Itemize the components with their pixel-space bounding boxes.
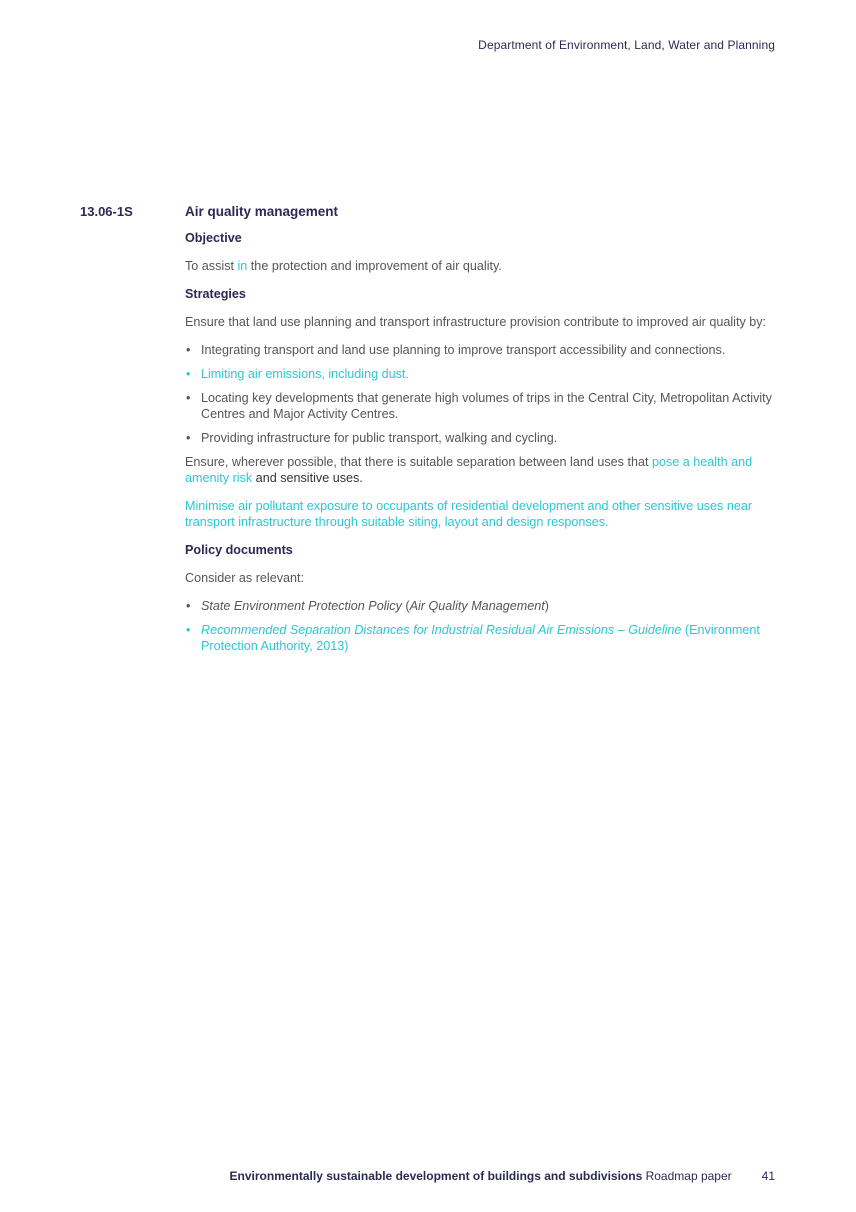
policy-doc-source: (Environment Protection Authority, 2013) <box>201 623 760 653</box>
footer-title-rest: Roadmap paper <box>642 1169 732 1183</box>
page-header <box>478 38 775 52</box>
separation-text-highlight: pose a health and amenity risk <box>185 455 753 485</box>
list-item <box>185 622 775 654</box>
list-item: • Limiting air emissions, including dust. <box>185 366 775 382</box>
strategies-heading: Strategies <box>185 287 246 301</box>
policy-doc-paren: ( <box>401 599 410 613</box>
clause-number: 13.06-1S <box>80 204 133 219</box>
footer-document-title <box>230 1169 732 1183</box>
policy-doc-title: State Environment Protection Policy <box>201 599 402 613</box>
objective-text-part: the protection and improvement of air quality. <box>247 259 502 273</box>
list-item: • Providing infrastructure for public transport, walking and cycling. <box>185 430 775 446</box>
policy-heading: Policy documents <box>185 543 293 557</box>
policy-doc-subtitle: Air Quality Management <box>409 599 545 613</box>
page-footer <box>230 1169 775 1183</box>
policy-list <box>185 598 775 654</box>
objective-text <box>185 258 775 274</box>
page-number: 41 <box>761 1169 775 1183</box>
strategies-intro: Ensure that land use planning and transport infrastructure provision contribute to improved air quality by: <box>185 315 767 329</box>
list-item: • Integrating transport and land use planning to improve transport accessibility and connections. <box>185 342 775 358</box>
footer-title-bold: Environmentally sustainable development of buildings and subdivisions <box>229 1169 643 1183</box>
list-item <box>185 598 775 614</box>
objective-heading: Objective <box>185 231 242 245</box>
clause-title: Air quality management <box>185 204 339 219</box>
policy-intro: Consider as relevant: <box>185 571 305 585</box>
separation-text-part: Ensure, wherever possible, that there is suitable separation between land uses that <box>185 455 652 469</box>
separation-text-part: and sensitive uses. <box>252 471 363 485</box>
policy-doc-title: Recommended Separation Distances for Industrial Residual Air Emissions – Guideline <box>201 623 682 637</box>
separation-strategy <box>185 454 775 486</box>
minimise-strategy: Minimise air pollutant exposure to occupants of residential development and other sensitive uses near transport infrastructure through suitable siting, layout and design responses. <box>185 499 753 529</box>
department-name: Department of Environment, Land, Water and Planning <box>478 38 775 52</box>
clause-content <box>185 204 775 662</box>
objective-text-part: To assist <box>185 259 238 273</box>
objective-text-highlight: in <box>237 259 248 273</box>
strategies-list <box>185 342 775 446</box>
list-item: • Locating key developments that generate high volumes of trips in the Central City, Metropolitan Activity Centres and Major Activity Centres. <box>185 390 775 422</box>
policy-doc-paren: ) <box>544 599 549 613</box>
